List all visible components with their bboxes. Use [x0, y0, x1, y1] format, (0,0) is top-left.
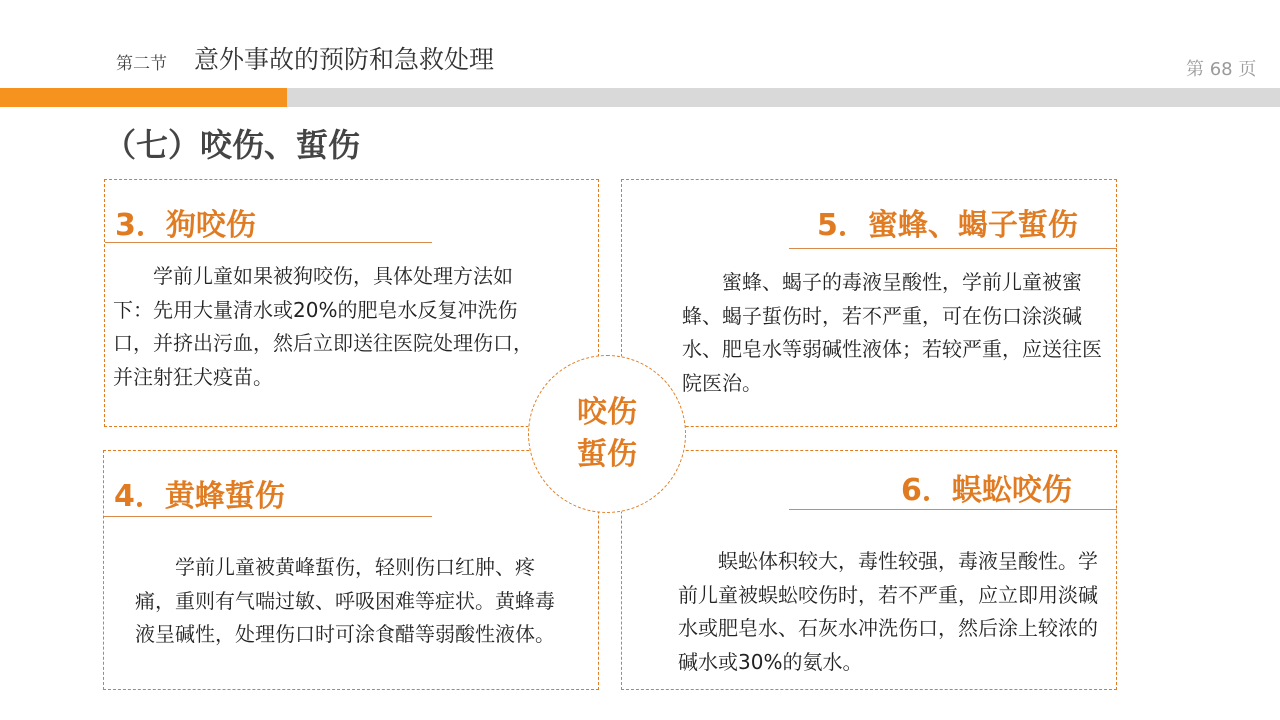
- slide-title: 意外事故的预防和急救处理: [194, 45, 495, 74]
- card-title-underline: [105, 242, 432, 243]
- card-bee-scorpion-sting: [621, 179, 1117, 427]
- header-bar-accent: [0, 88, 287, 107]
- card-centipede-bite: [621, 450, 1117, 690]
- card-body: 学前儿童被黄峰蜇伤，轻则伤口红肿、疼痛，重则有气喘过敏、呼吸困难等症状。黄蜂毒液呈碱性，处理伤口时可涂食醋等弱酸性液体。: [135, 555, 555, 646]
- card-title: 4．黄蜂蜇伤: [114, 479, 285, 514]
- card-title-underline: [789, 509, 1117, 510]
- card-title: 3．狗咬伤: [115, 208, 256, 243]
- center-circle: [528, 355, 686, 513]
- section-label: 第二节: [116, 54, 167, 74]
- card-body: 蜈蚣体积较大，毒性较强，毒液呈酸性。学前儿童被蜈蚣咬伤时，若不严重，应立即用淡碱水或肥皂水、石灰水冲洗伤口，然后涂上较浓的碱水或30%的氨水。: [678, 549, 1098, 674]
- subtitle: （七）咬伤、蜇伤: [104, 126, 361, 164]
- card-title: 6．蜈蚣咬伤: [901, 473, 1072, 508]
- card-dog-bite: [104, 179, 599, 427]
- card-hornet-sting: [103, 450, 599, 690]
- card-title-underline: [789, 248, 1117, 249]
- card-body: 蜜蜂、蝎子的毒液呈酸性，学前儿童被蜜蜂、蝎子蜇伤时，若不严重，可在伤口涂淡碱水、肥皂水等弱碱性液体；若较严重，应送往医院医治。: [682, 270, 1102, 395]
- card-body: 学前儿童如果被狗咬伤，具体处理方法如下：先用大量清水或20%的肥皂水反复冲洗伤口，并挤出污血，然后立即送往医院处理伤口，并注射狂犬疫苗。: [113, 264, 533, 389]
- card-title: 5．蜜蜂、蝎子蜇伤: [817, 208, 1078, 243]
- card-title-underline: [104, 516, 432, 517]
- page-number: 第 68 页: [1186, 59, 1257, 80]
- center-label-bite: 咬伤: [577, 395, 637, 430]
- center-label-sting: 蜇伤: [577, 437, 637, 472]
